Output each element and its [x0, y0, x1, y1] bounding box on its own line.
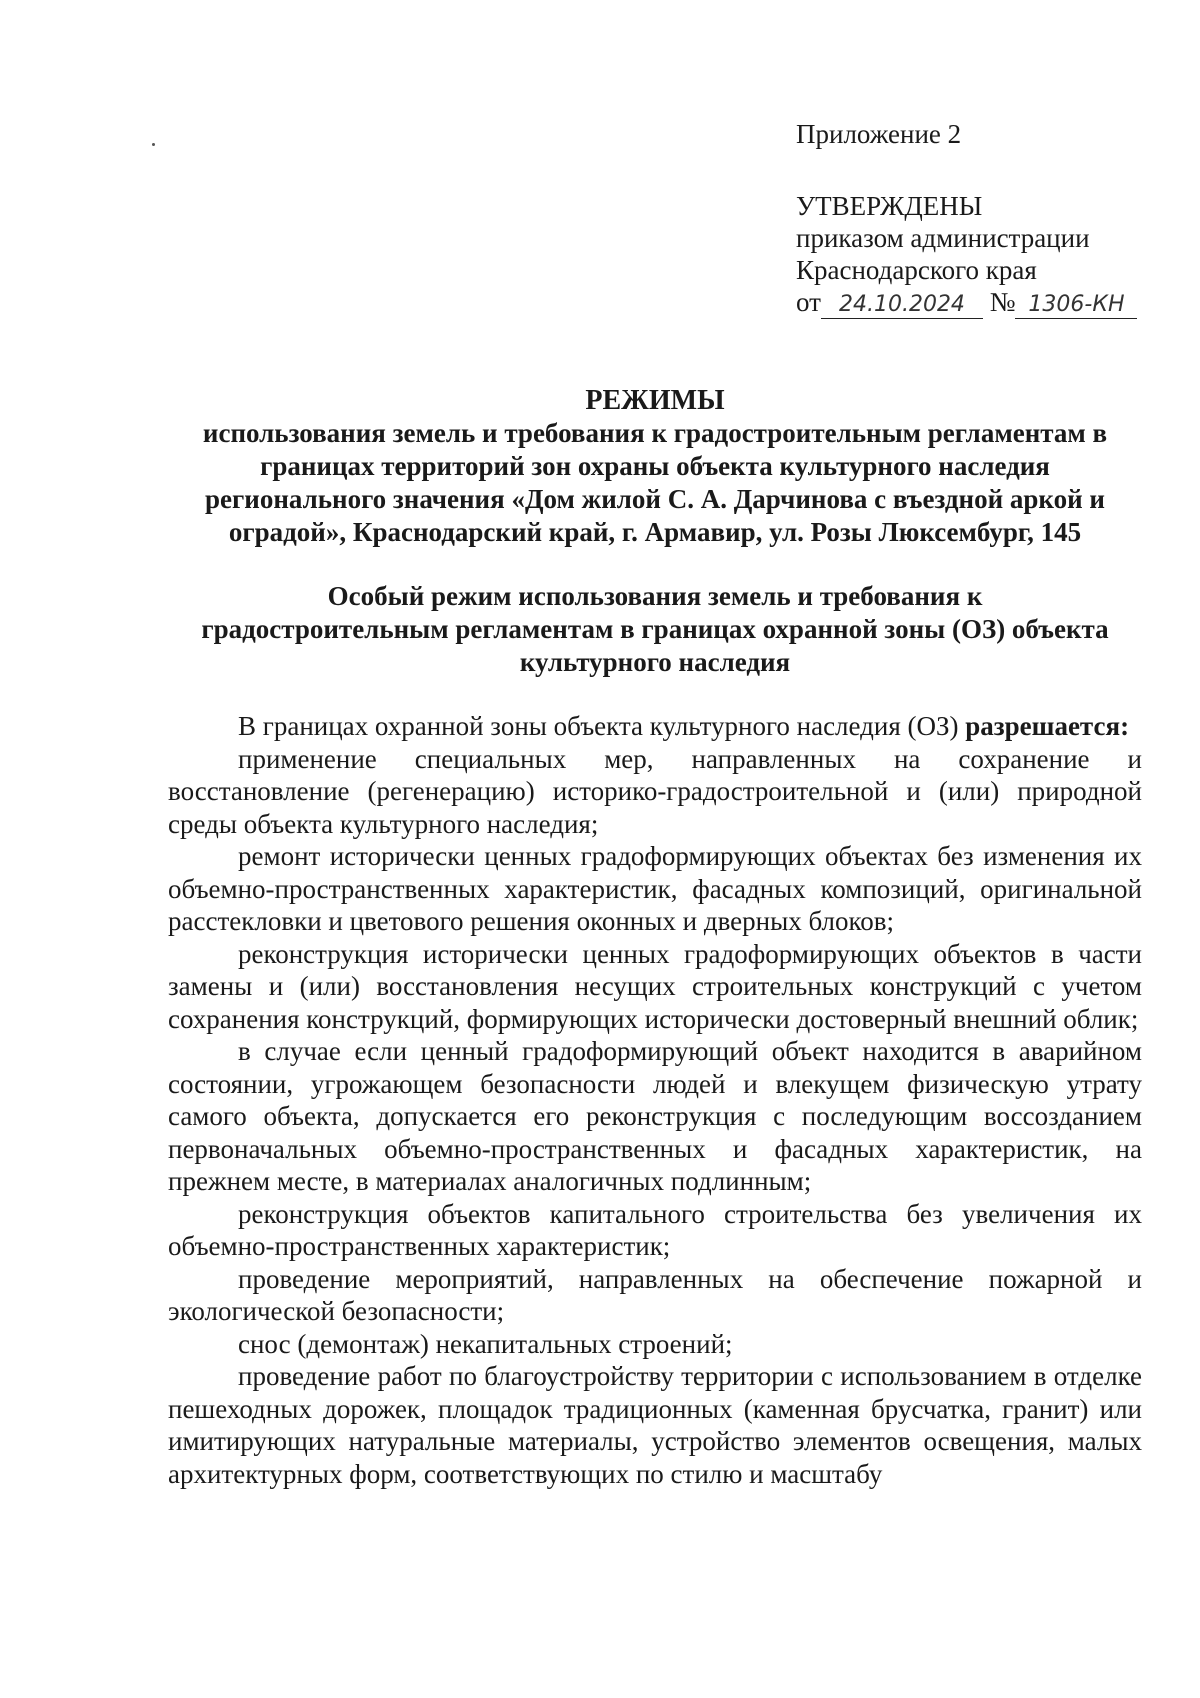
title-line-4: оградой», Краснодарский край, г. Армавир, ул. Розы Люксембург, 145 [228, 517, 1082, 547]
list-item: проведение мероприятий, направленных на обеспечение пожарной и экологической безопасности; [168, 1263, 1142, 1326]
list-item: снос (демонтаж) некапитальных строений; [238, 1328, 733, 1359]
subtitle-line-1: Особый режим использования земель и требования к [327, 581, 983, 611]
intro-paragraph [168, 710, 1142, 743]
approved-by-line2: Краснодарского края [796, 255, 1037, 285]
approved-by-line1: приказом администрации [796, 223, 1090, 253]
body-text [168, 710, 1142, 1490]
order-date-number-line [796, 286, 1137, 319]
list-item: реконструкция исторически ценных градоформирующих объектов в части замены и (или) восстановления несущих строительных конструкций с учетом сохранения конструкций, формирующих исторически достоверный внешний облик; [168, 938, 1142, 1034]
title-line-3: регионального значения «Дом жилой С. А. Дарчинова с въездной аркой и [205, 484, 1105, 514]
date-prefix: от [796, 287, 821, 317]
list-item: реконструкция объектов капитального строительства без увеличения их объемно-пространственных характеристик; [168, 1198, 1142, 1261]
list-item: в случае если ценный градоформирующий объект находится в аварийном состоянии, угрожающем безопасности людей и влекущем физическую утрату самого объекта, допускается его реконструкция с последующим воссозданием первоначальных объемно-пространственных и фасадных характеристик, на прежнем месте, в материалах аналогичных подлинным; [168, 1036, 1142, 1196]
section-heading [165, 580, 1145, 679]
document-title [165, 384, 1145, 549]
handwritten-date: 24.10.2024 [821, 292, 983, 319]
scan-speck [152, 143, 155, 146]
approval-block [796, 190, 1137, 319]
subtitle-line-3: культурного наследия [519, 647, 791, 677]
intro-text: В границах охранной зоны объекта культурного наследия (ОЗ) [238, 711, 959, 741]
intro-bold: разрешается: [965, 711, 1130, 741]
approved-label: УТВЕРЖДЕНЫ [796, 191, 983, 221]
title-line-2: границах территорий зон охраны объекта культурного наследия [260, 451, 1050, 481]
appendix-label: Приложение 2 [796, 119, 962, 149]
list-item: ремонт исторически ценных градоформирующих объектах без изменения их объемно-пространственных характеристик, фасадных композиций, оригинальной расстекловки и цветового решения оконных и дверных блоков; [168, 841, 1142, 936]
title-line-1: использования земель и требования к градостроительным регламентам в [202, 418, 1108, 448]
list-item: применение специальных мер, направленных на сохранение и восстановление (регенерацию) историко-градостроительной и (или) природной среды объекта культурного наследия; [168, 743, 1142, 839]
number-prefix: № [989, 287, 1016, 317]
title-main: РЕЖИМЫ [585, 385, 725, 416]
list-item: проведение работ по благоустройству территории с использованием в отделке пешеходных дорожек, площадок традиционных (каменная брусчатка, гранит) или имитирующих натуральные материалы, устройство элементов освещения, малых архитектурных форм, соответствующих по стилю и масштабу [168, 1361, 1142, 1489]
subtitle-line-2: градостроительным регламентам в границах охранной зоны (ОЗ) объекта [201, 614, 1109, 644]
handwritten-number: 1306-КН [1015, 292, 1137, 319]
